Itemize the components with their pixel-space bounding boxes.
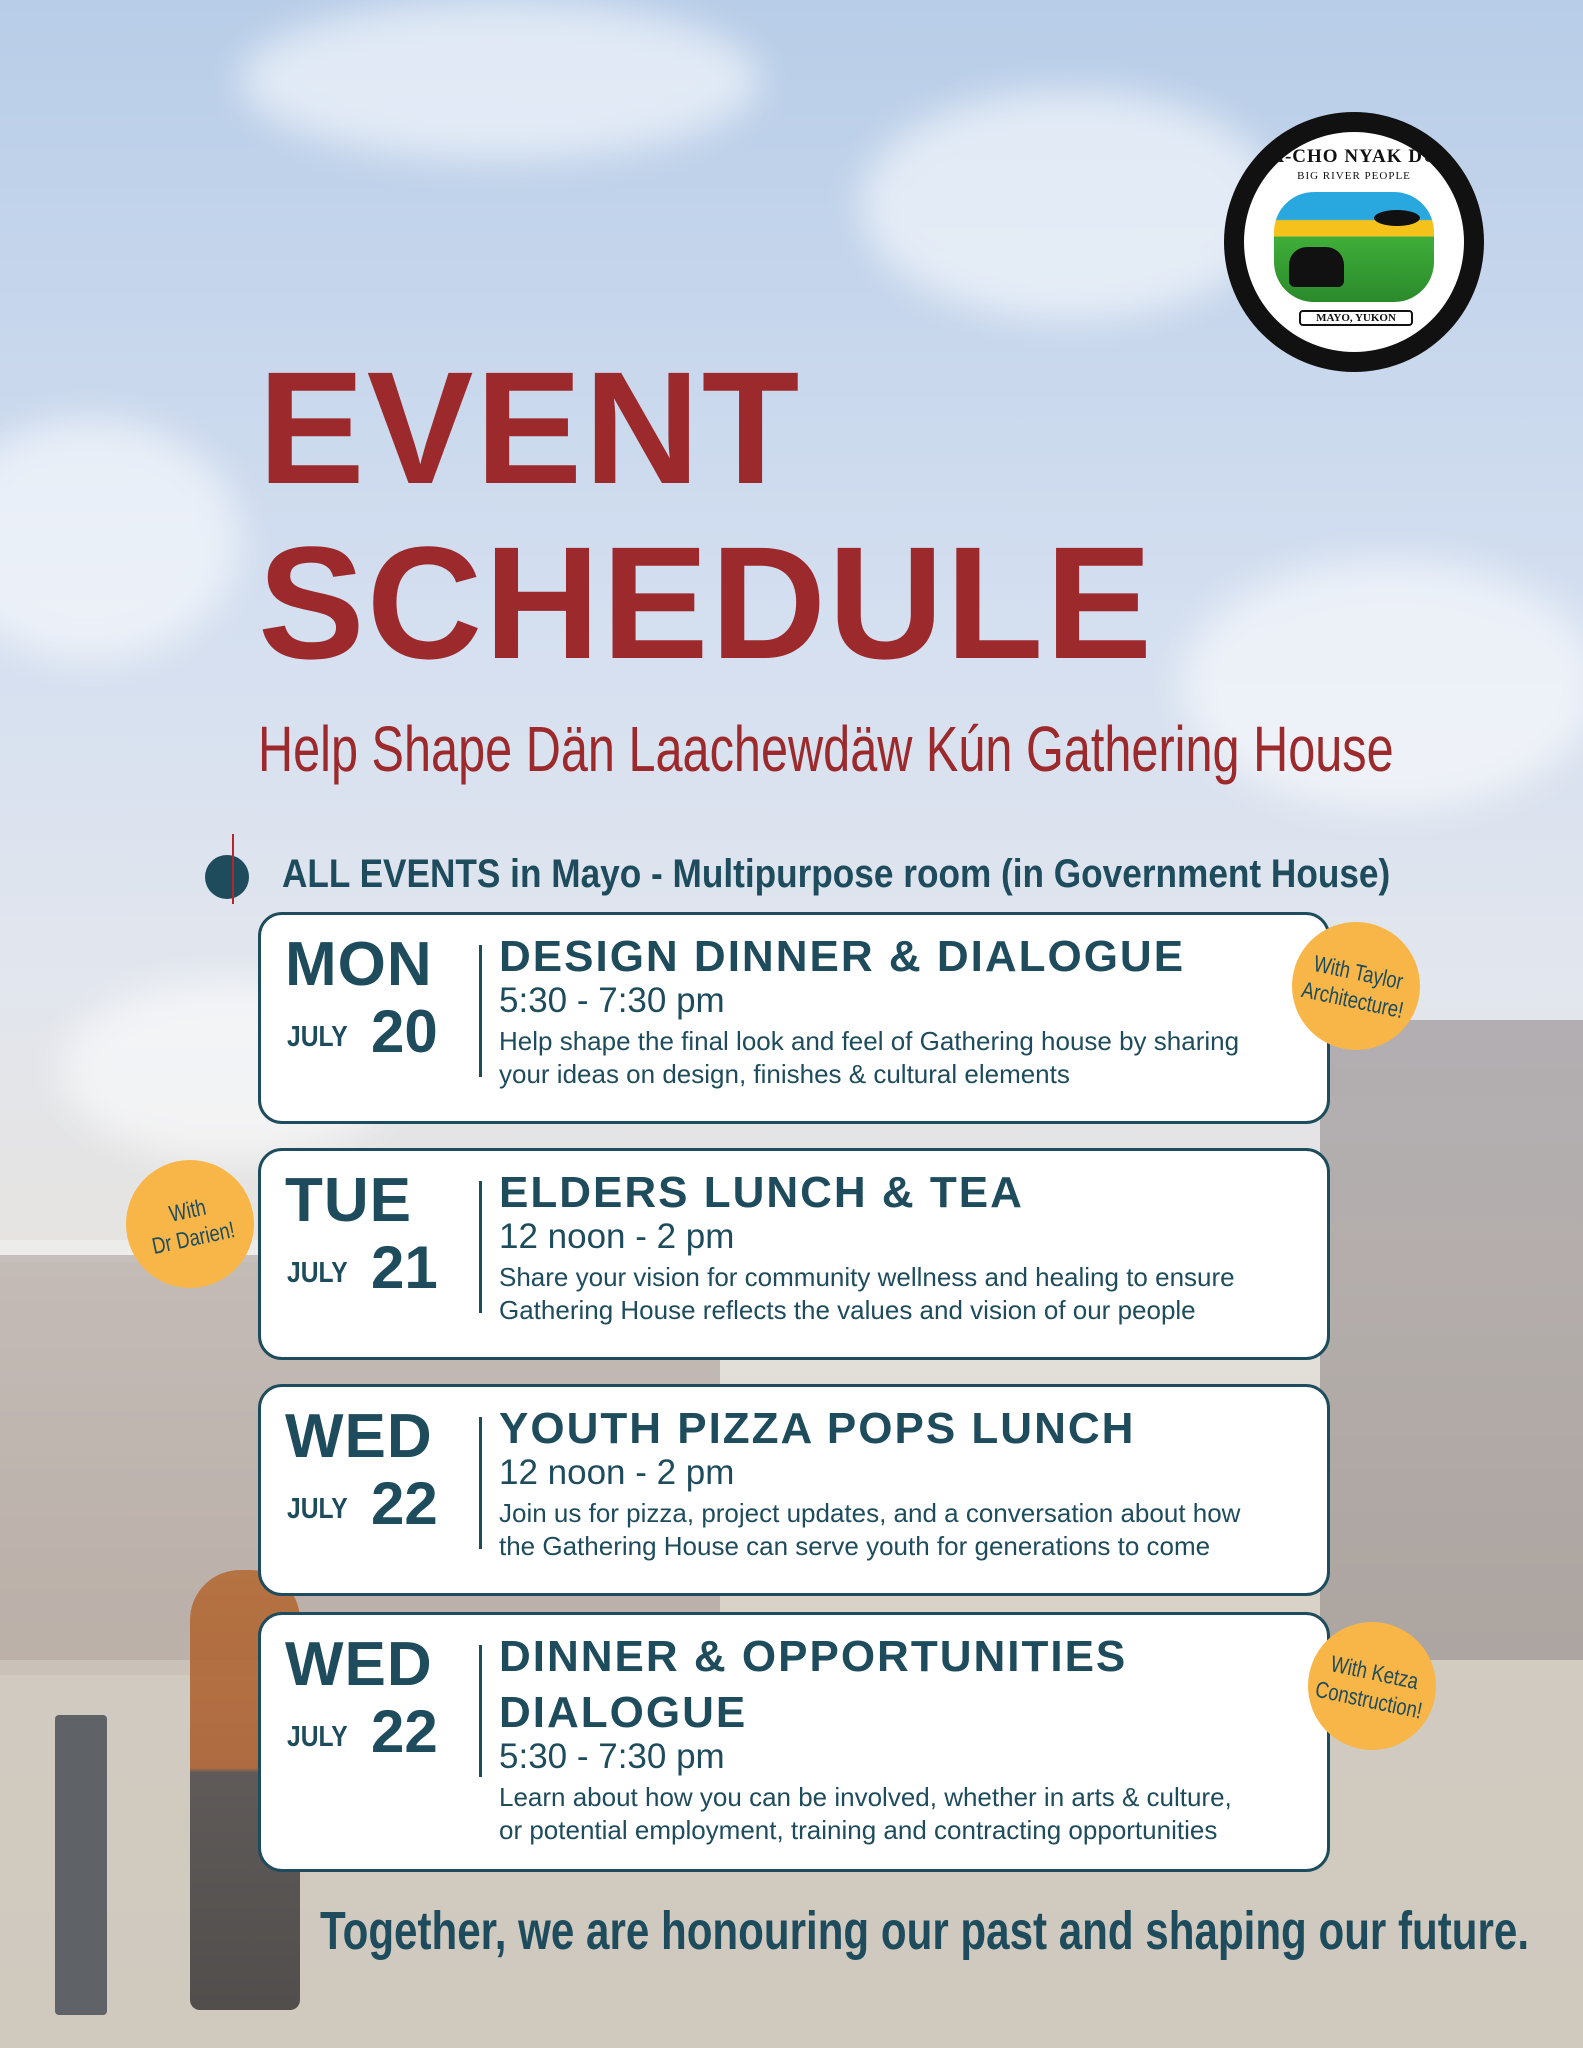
- description-line: Share your vision for community wellness and healing to ensure: [499, 1262, 1235, 1292]
- event-month: JULY: [287, 1021, 348, 1053]
- bear-icon: [1289, 247, 1344, 287]
- badge-text: With Dr Darien!: [149, 1193, 237, 1260]
- event-date: 20: [371, 998, 438, 1065]
- event-card: [258, 912, 1330, 1124]
- event-title: ELDERS LUNCH & TEA: [499, 1168, 1024, 1217]
- event-description: [499, 1497, 1319, 1563]
- event-date: 21: [371, 1234, 438, 1301]
- divider: [479, 1645, 482, 1777]
- event-date: 22: [371, 1470, 438, 1537]
- raven-icon: [1374, 210, 1420, 226]
- event-day: TUE: [285, 1166, 412, 1235]
- logo-bottom-text: MAYO, YUKON: [1299, 310, 1413, 326]
- location-text: ALL EVENTS in Mayo - Multipurpose room (in Government House): [282, 852, 1391, 896]
- description-line: the Gathering House can serve youth for generations to come: [499, 1531, 1211, 1561]
- page-title: [258, 340, 1154, 690]
- description-line: Help shape the final look and feel of Gathering house by sharing: [499, 1026, 1240, 1056]
- event-time: 5:30 - 7:30 pm: [499, 1737, 725, 1776]
- location-pin-line: [232, 834, 234, 904]
- event-month: JULY: [287, 1493, 348, 1525]
- divider: [479, 945, 482, 1077]
- event-description: [499, 1025, 1319, 1091]
- event-title: DESIGN DINNER & DIALOGUE: [499, 932, 1186, 981]
- event-time: 5:30 - 7:30 pm: [499, 981, 725, 1020]
- badge-text: With Ketza Construction!: [1313, 1650, 1425, 1724]
- footer-tagline: Together, we are honouring our past and shaping our future.: [320, 1901, 1530, 1961]
- event-time: 12 noon - 2 pm: [499, 1217, 735, 1256]
- event-date: 22: [371, 1698, 438, 1765]
- description-line: Join us for pizza, project updates, and a conversation about how: [499, 1498, 1241, 1528]
- event-time: 12 noon - 2 pm: [499, 1453, 735, 1492]
- logo-top-text: NA-CHO NYAK DUN: [1255, 146, 1453, 167]
- building-facade: [1320, 1020, 1583, 1660]
- event-day: WED: [285, 1630, 433, 1699]
- description-line: Learn about how you can be involved, whether in arts & culture,: [499, 1782, 1232, 1812]
- event-title: DINNER & OPPORTUNITIES DIALOGUE: [499, 1632, 1128, 1737]
- cloud: [860, 90, 1280, 320]
- event-day: WED: [285, 1402, 433, 1471]
- divider: [479, 1417, 482, 1549]
- cloud: [0, 420, 240, 660]
- event-description: [499, 1781, 1319, 1847]
- title-line-2: SCHEDULE: [258, 513, 1155, 692]
- title-line-1: EVENT: [258, 338, 802, 517]
- light-post: [55, 1715, 107, 2015]
- logo-sub-text: BIG RIVER PEOPLE: [1297, 170, 1411, 182]
- divider: [479, 1181, 482, 1313]
- description-line: or potential employment, training and contracting opportunities: [499, 1815, 1218, 1845]
- description-line: your ideas on design, finishes & cultural elements: [499, 1059, 1070, 1089]
- event-card: [258, 1612, 1330, 1872]
- event-month: JULY: [287, 1721, 348, 1753]
- event-title: YOUTH PIZZA POPS LUNCH: [499, 1404, 1136, 1453]
- event-card: [258, 1148, 1330, 1360]
- cloud: [240, 0, 760, 160]
- event-month: JULY: [287, 1257, 348, 1289]
- description-line: Gathering House reflects the values and vision of our people: [499, 1295, 1196, 1325]
- event-description: [499, 1261, 1319, 1327]
- location-dot-icon: [205, 855, 249, 899]
- event-day: MON: [285, 930, 433, 999]
- badge-text: With Taylor Architecture!: [1299, 950, 1407, 1024]
- logo-inner: [1244, 132, 1464, 352]
- na-cho-nyak-dun-logo: [1224, 112, 1484, 372]
- event-card: [258, 1384, 1330, 1596]
- subtitle: Help Shape Dän Laachewdäw Kún Gathering House: [258, 713, 1394, 785]
